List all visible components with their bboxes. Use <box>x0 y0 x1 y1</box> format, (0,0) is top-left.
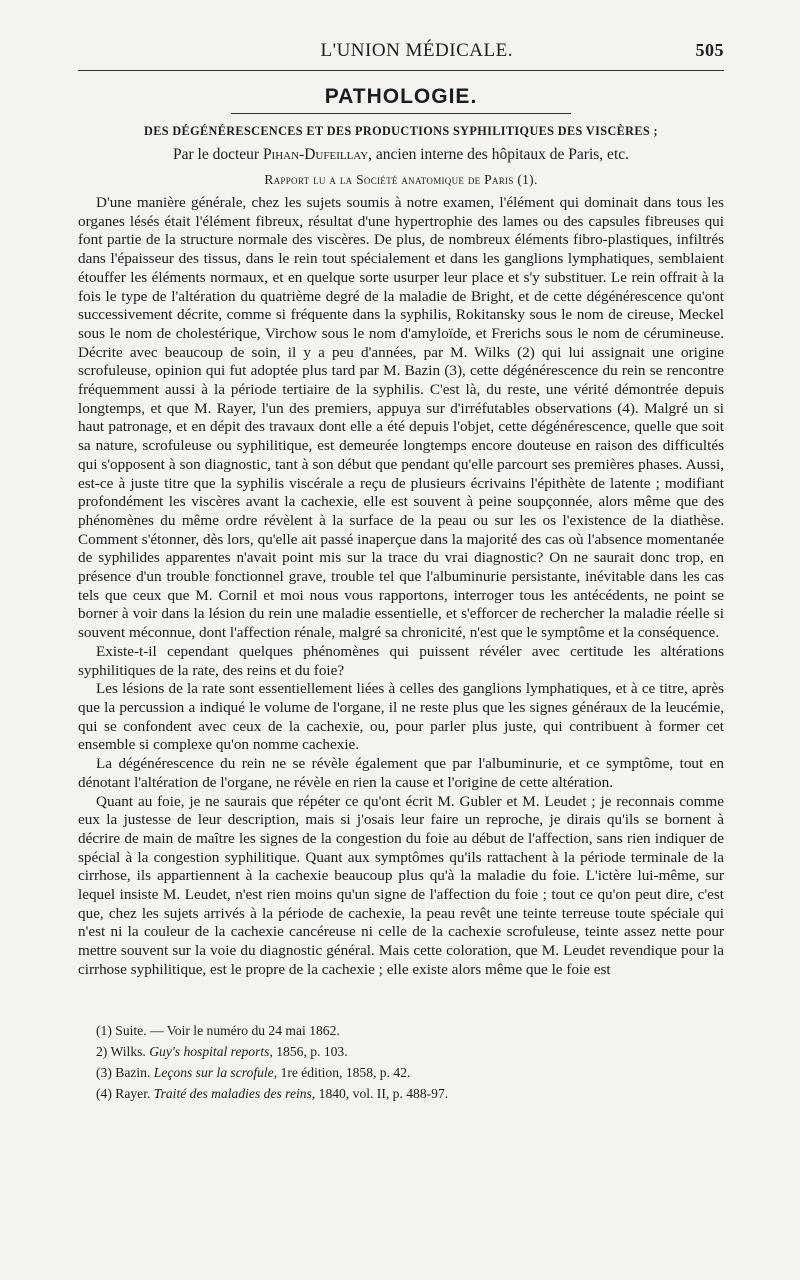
paragraph: La dégénérescence du rein ne se révèle également que par l'albuminurie, et ce symptôme, tout en dénotant l'altération de l'organe, ne révèle en rien la cause et l'origine de cette altération. <box>78 755 724 791</box>
article-title: DES DÉGÉNÉRESCENCES ET DES PRODUCTIONS SYPHILITIQUES DES VISCÈRES ; <box>144 124 658 138</box>
footnote <box>96 1062 724 1083</box>
footnote-rest: , 1840, vol. II, p. 488-97. <box>311 1085 449 1101</box>
footnote-mark: (4) <box>96 1085 112 1101</box>
paragraph: Quant au foie, je ne saurais que répéter ce qu'ont écrit M. Gubler et M. Leudet ; je reconnais comme eux la justesse de leur description, mais si j'osais leur faire un reproche, je dirais qu'ils se bornent à décrire de main de maître les signes de la congestion du foie au début de l'affection, sans rien indiquer de spécial à la congestion syphilitique. Quant aux symptômes qu'ils rattachent à la période terminale de la cirrhose, ils appartiennent à la cachexie beaucoup plus qu'à la maladie du foie. L'ictère lui-même, sur lequel insiste M. Leudet, n'est rien moins qu'un signe de l'affection du foie ; tout ce qu'on peut dire, c'est que, chez les sujets arrivés à la période de cachexie, la peau revêt une teinte terreuse toute spéciale qui n'est ni la couleur de la cachexie cancéreuse ni celle de la cachexie scrofuleuse, teinte assez nette pour mettre souvent sur la voie du diagnostic général. Mais cette coloration, que M. Leudet revendique pour la cirrhose syphilitique, est le propre de la cachexie ; elle existe alors même que le foie est <box>78 792 724 978</box>
footnote-text: Suite. — Voir le numéro du 24 mai 1862. <box>111 1022 340 1038</box>
byline-prefix: Par le docteur <box>172 146 263 163</box>
report-line: Rapport lu a la Société anatomique de Paris (1). <box>264 172 538 187</box>
article-body <box>78 194 724 980</box>
paragraph: Les lésions de la rate sont essentiellement liées à celles des ganglions lymphatiques, et à ce titre, après que la percussion a indiqué le volume de l'organe, il ne reste plus que les signes généraux de la leucémie, qui se confondent avec ceux de la cachexie, ou, pour parler plus juste, qui contribuent à former cet ensemble si complexe qu'on nomme cachexie. <box>78 680 724 754</box>
footnotes <box>78 1020 724 1104</box>
footnote-rest: , 1re édition, 1858, p. 42. <box>273 1064 411 1080</box>
footnote <box>96 1020 724 1041</box>
footnote-text: Bazin. <box>111 1064 154 1080</box>
section-heading: PATHOLOGIE. <box>324 85 478 108</box>
paragraph: Existe-t-il cependant quelques phénomènes qui puissent révéler avec certitude les altérations syphilitiques de la rate, des reins et du foie? <box>78 642 724 679</box>
footnote-rest: , 1856, p. 103. <box>269 1043 348 1059</box>
footnote-text: Wilks. <box>107 1043 150 1059</box>
footnote <box>96 1041 724 1062</box>
footnote-work-title: Traité des maladies des reins <box>153 1085 312 1101</box>
byline <box>78 146 724 164</box>
byline-suffix: , ancien interne des hôpitaux de Paris, etc. <box>368 146 630 163</box>
running-head <box>78 40 724 68</box>
page-number: 505 <box>695 40 724 60</box>
footnote-work-title: Leçons sur la scrofule <box>153 1064 274 1080</box>
footnote-mark: (3) <box>96 1064 112 1080</box>
author-name: Pihan-Dufeillay <box>262 146 369 163</box>
section-rule <box>231 113 571 114</box>
footnote-text: Rayer. <box>111 1085 154 1101</box>
footnote-work-title: Guy's hospital reports <box>149 1043 270 1059</box>
journal-title: L'UNION MÉDICALE. <box>320 40 513 61</box>
footnote-mark: 2) <box>96 1043 108 1059</box>
footnote <box>96 1083 724 1104</box>
header-rule <box>78 70 724 71</box>
footnote-mark: (1) <box>96 1022 112 1038</box>
paragraph: D'une manière générale, chez les sujets soumis à notre examen, l'élément qui dominait dans tous les organes lésés était l'élément fibreux, résultat d'une hypertrophie des lames ou des capsules fibreuses qui font partie de la structure normale des viscères. De plus, de nombreux éléments fibro-plastiques, infiltrés dans l'épaisseur des tissus, dans le rein tout spécialement et dans les ganglions lymphatiques, semblaient étouffer les éléments normaux, et en quelque sorte usurper leur place et s'y substituer. Le rein offrait à la fois le type de l'altération du quatrième degré de la maladie de Bright, et de cette dégénérescence qu'ont successivement décrite, comme si fréquente dans la syphilis, Rokitansky sous le nom de cireuse, Meckel sous le nom de cholestérique, Virchow sous le nom d'amyloïde, et Frerichs sous le nom de cérumineuse. Décrite avec beaucoup de soin, il y a peu d'années, par M. Wilks (2) qui lui assignait une origine scrofuleuse, opinion qui fut adoptée plus tard par M. Bazin (3), cette dégénérescence du rein se rencontre fréquemment aussi à la période tertiaire de la syphilis. C'est là, du reste, une vérité démontrée depuis longtemps, et que M. Rayer, l'un des premiers, appuya sur d'irréfutables observations (4). Malgré un si haut patronage, et en dépit des travaux dont elle a été depuis l'objet, cette dégénérescence, quelle que soit sa nature, scrofuleuse ou syphilitique, est demeurée longtemps encore douteuse en raison des difficultés qui s'opposent à son diagnostic, tant à son début que pendant qu'elle parcourt ses premières phases. Aussi, est-ce à juste titre que la syphilis viscérale a reçu de plusieurs écrivains l'épithète de latente ; modifiant profondément les viscères avant la cachexie, elle est souvent à peine soupçonnée, alors même que des phénomènes du même ordre révèlent à la surface de la peau ou sur les os l'existence de la diathèse. Comment s'étonner, dès lors, qu'elle ait passé inaperçue dans la majorité des cas où l'absence momentanée de syphilides apparentes n'avait point mis sur la trace du vrai diagnostic? On ne saurait donc trop, en présence d'un trouble fonctionnel grave, trouble tel que l'albuminurie persistante, inévitable dans les cas tels que ceux que M. Cornil et moi nous vous rapportons, interroger tous les antécédents, ne point se borner à voir dans la lésion du rein une maladie essentielle, et s'efforcer de rechercher la maladie réelle si souvent méconnue, dont l'affection rénale, malgré sa chronicité, n'est que le symptôme et la conséquence. <box>78 194 724 642</box>
